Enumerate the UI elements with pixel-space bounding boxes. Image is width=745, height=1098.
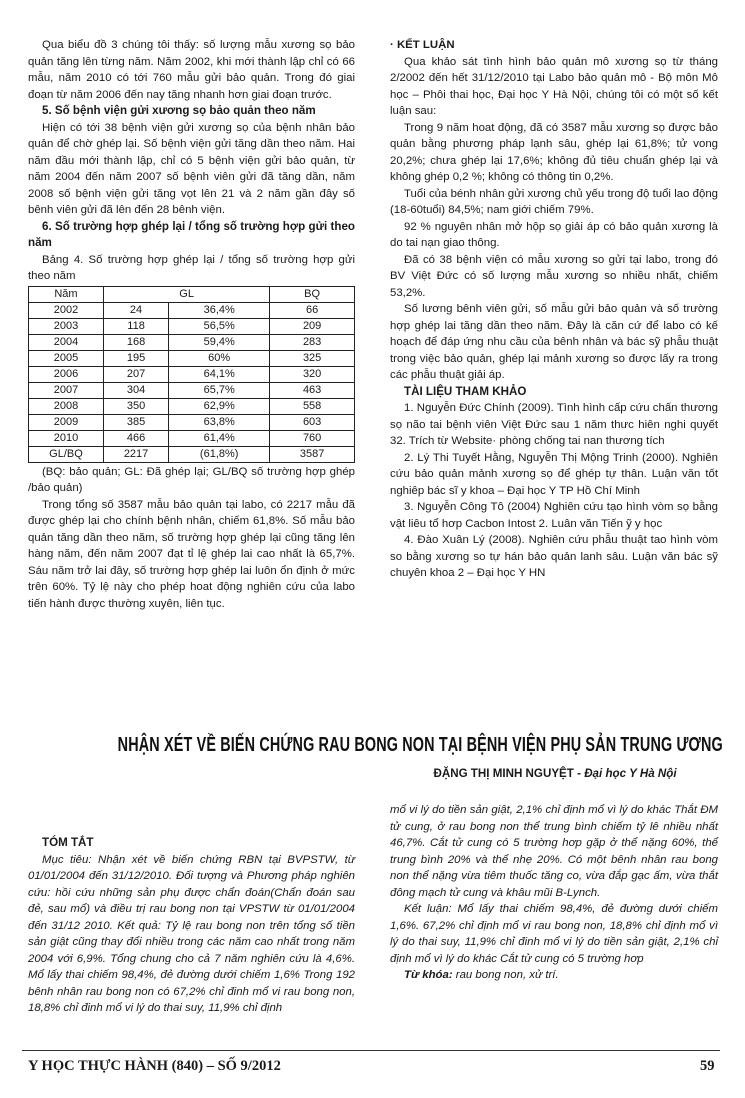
- paragraph: Số lương bênh viên gửi, số mẫu gửi bảo quản và số trường hợp ghép lai tăng dần theo năm. Đây là căn cứ để labo có kế hoạch để đáp ứng nhu cầu của bênh nhân và bác sỹ phẫu thuật trong việc bảo quản, ghép lại mảnh xương so được lấy ra trong các phẫu thuật giải áp.: [390, 303, 718, 381]
- table-cell: 2009: [29, 414, 104, 430]
- header-cell: GL: [103, 286, 269, 302]
- table-cell: 2217: [103, 446, 168, 462]
- table-cell: 2002: [29, 302, 104, 318]
- abstract-right-column: [390, 802, 718, 984]
- table-cell: 2004: [29, 334, 104, 350]
- abstract-text: mổ vi lý do tiền sản giật, 2,1% chỉ định mổ vì lý do khác Thắt ĐM tử cung, ở rau bong non thể trung bình chiếm tỷ lê nhiều nhất 46,7%. Cắt tử cung có 5 trường hơp gặp ở thể nặng 60%, thể trung bình 20% và thể nhẹ 20%. Có một bênh nhân rau bong non thể nặng vừa tiêm thuốc tăng co, vừa đắp gạc ấm, vừa thắt đông mạch tử cung và khâu mũi B-Lynch.: [390, 804, 718, 899]
- table-header-row: [29, 286, 355, 302]
- author-separator: -: [573, 767, 585, 780]
- paragraph: Qua khảo sát tình hình bảo quản mô xương sọ từ tháng 2/2002 đến hết 31/12/2010 tại Labo bảo quản mô - Bộ môn Mô học – Phôi thai học, Đại học Y Hà Nội, chúng tôi có một số kết luận sau:: [390, 55, 718, 117]
- keywords-label: Từ khóa:: [404, 969, 453, 981]
- table-cell: 207: [103, 366, 168, 382]
- table-cell: GL/BQ: [29, 446, 104, 462]
- table-cell: 66: [270, 302, 355, 318]
- affiliation: Đại học Y Hà Nội: [584, 767, 677, 780]
- table-row: [29, 430, 355, 446]
- reference-item: 4. Đào Xuân Lý (2008). Nghiên cứu phẫu thuật tao hình vòm so bằng xương so tự hán bảo quản lanh sâu. Luận văn bác sỹ chuyên khoa 2 – Đại học Y HN: [390, 534, 718, 579]
- table-row: [29, 334, 355, 350]
- table-cell: 385: [103, 414, 168, 430]
- section-heading: 5. Số bệnh viện gửi xương sọ bảo quản theo năm: [42, 104, 316, 117]
- table-cell: 320: [270, 366, 355, 382]
- table-cell: 59,4%: [169, 334, 270, 350]
- table-row: [29, 318, 355, 334]
- table-cell: 466: [103, 430, 168, 446]
- journal-footer: Y HỌC THỰC HÀNH (840) – SỐ 9/2012: [28, 1058, 281, 1074]
- table-row: [29, 398, 355, 414]
- table-cell: 2010: [29, 430, 104, 446]
- author-name: ĐẶNG THỊ MINH NGUYỆT: [433, 767, 574, 780]
- table-cell: 64,1%: [169, 366, 270, 382]
- table-cell: 603: [270, 414, 355, 430]
- article-title: [0, 734, 745, 757]
- paragraph: Đã có 38 bệnh viện có mẫu xương so gửi tại labo, trong đó BV Việt Đức có số lượng mẫu xương so nhiều nhất, chiếm 53,2%.: [390, 253, 718, 299]
- table-row: [29, 350, 355, 366]
- section-heading: 6. Số trường hợp ghép lại / tổng số trường hợp gửi theo năm: [28, 219, 355, 249]
- abstract-text: Mục tiêu: Nhận xét về biến chứng RBN tại BVPSTW, từ 01/01/2004 đến 31/12/2010. Đối tượng và Phương pháp nghiên cứu: hồi cứu những sản phụ được chẩn đoán(Chẩn đoán sau đẻ, sau mổ) và điều trị rau bong non tại VPSTW từ 01/01/2004 đến 31/12 2010. Kết quả: Tỷ lệ rau bong non trên tổng số tiền sản giật cũng thay đổi nhiều trong các năm cao nhất trong năm 2004 với 6,9%. Tổng chung cho cả 7 năm nghiên cứu là 4,6%. Mổ lấy thai chiếm 98,4%, đẻ đường dưới chiếm 1,6% Trong 192 bênh nhân rau bong non có 67,2% chỉ đinh mổ vi rau bong non, 18,8% chỉ đinh mổ vi lý do thai suy, 11,9% chỉ định: [28, 853, 355, 1014]
- reference-item: 1. Nguyễn Đức Chính (2009). Tình hình cấp cứu chấn thương sọ não tai bệnh viên Việt Đức sau 1 năm thưc hiên nghi quyết 32. Trích từ Website· phòng chống tai nan thương tích: [390, 402, 718, 447]
- summary-heading: TÓM TẮT: [42, 836, 94, 849]
- paragraph: Trong 9 năm hoat động, đã có 3587 mẫu xương sọ được bảo quản bằng phương pháp lạnh sâu, ghép lại 61,8%; tử vong 20,2%; chưa ghép lại 17,6%; không đủ tiêu chuẩn ghép lại và không ghép 0,2 %; không có thông tin 0,2%.: [390, 121, 718, 183]
- references-heading: TÀI LIỆU THAM KHẢO: [404, 384, 527, 398]
- table-cell: 2007: [29, 382, 104, 398]
- table-cell: 2005: [29, 350, 104, 366]
- right-column: [390, 37, 718, 582]
- table-cell: 36,4%: [169, 302, 270, 318]
- table-cell: 304: [103, 382, 168, 398]
- header-cell: BQ: [270, 286, 355, 302]
- table-cell: 463: [270, 382, 355, 398]
- keywords: [390, 967, 718, 984]
- keywords-text: rau bong non, xử trí.: [452, 969, 559, 981]
- table-row: [29, 414, 355, 430]
- table-row: [29, 382, 355, 398]
- paragraph: Hiện có tới 38 bệnh viện gửi xương sọ của bệnh nhân bảo quản để chờ ghép lại. Số bệnh viện gửi tăng dần theo năm. Hai năm đầu mới thành lập, chỉ có 5 bệnh viện gửi bảo quản, từ năm 2004 đến năm 2007 số bệnh viên gửi đã tăng dần, năm 2008 số bệnh viện gửi tăng vọt lên 21 và 2 năm gần đây số bênh viên gửi đã lên đến 28 bênh viện.: [28, 121, 355, 216]
- table-cell: 558: [270, 398, 355, 414]
- table-cell: (61,8%): [169, 446, 270, 462]
- header-cell: Năm: [29, 286, 104, 302]
- left-column: [28, 37, 355, 612]
- table-cell: 760: [270, 430, 355, 446]
- table-note: (BQ: bảo quản; GL: Đã ghép lại; GL/BQ số trường hợp ghép /bảo quản): [28, 465, 355, 494]
- table-cell: 56,5%: [169, 318, 270, 334]
- conclusion-heading: · KẾT LUẬN: [390, 39, 455, 51]
- table-cell: 2006: [29, 366, 104, 382]
- table-row: [29, 302, 355, 318]
- footer-rule: [22, 1050, 720, 1051]
- table-cell: 63,8%: [169, 414, 270, 430]
- table-cell: 65,7%: [169, 382, 270, 398]
- paragraph: 92 % nguyên nhân mở hộp sọ giải áp có bảo quản xương là do tai nạn giao thông.: [390, 220, 718, 249]
- table-cell: 2008: [29, 398, 104, 414]
- table-cell: 2003: [29, 318, 104, 334]
- abstract-conclusion: Kết luận: Mổ lấy thai chiếm 98,4%, đẻ đường dưới chiếm 1,6%. 67,2% chỉ định mổ vi rau bong non, 18,8% chỉ định mổ vì lý do thai suy, 11,9% chỉ đinh mổ vi lý do tiền sản giật, 2,1% chỉ định mổ vì lý do khác Cắt tử cung có 5 trường hơp: [390, 903, 718, 965]
- paragraph: Trong tổng số 3587 mẫu bảo quản tại labo, có 2217 mẫu đã được ghép lại cho chính bệnh nhân, chiếm 61,8%. Số mẫu bảo quản tăng dần theo năm, số trường hợp ghép lại cũng tăng lên hàng năm, đến năm 2007 đạt tỉ lệ ghép lai cao nhất là 65,7%. Sáu năm trở lai đây, số trường hợp ghép lai luôn ổn định ở mức trên 60%. Tỷ lệ này cho phép hoat động nghiên cứu của labo tiến hành được thường xuyên, liên tục.: [28, 498, 355, 610]
- table-caption: Bảng 4. Số trường hợp ghép lại / tổng số trường hợp gửi theo năm: [28, 253, 355, 282]
- abstract-left-column: [28, 835, 355, 1017]
- table-cell: 283: [270, 334, 355, 350]
- table-cell: 209: [270, 318, 355, 334]
- data-table: [28, 286, 355, 463]
- page-number: 59: [700, 1058, 715, 1074]
- article-title-text: NHẬN XÉT VỀ BIẾN CHỨNG RAU BONG NON TẠI BỆNH VIỆN PHỤ SẢN TRUNG ƯƠNG: [117, 734, 723, 756]
- table-row: [29, 366, 355, 382]
- table-cell: 24: [103, 302, 168, 318]
- table-cell: 3587: [270, 446, 355, 462]
- table-cell: 168: [103, 334, 168, 350]
- table-cell: 325: [270, 350, 355, 366]
- table-cell: 118: [103, 318, 168, 334]
- table-cell: 195: [103, 350, 168, 366]
- table-row: [29, 446, 355, 462]
- table-cell: 350: [103, 398, 168, 414]
- table-cell: 62,9%: [169, 398, 270, 414]
- table-cell: 60%: [169, 350, 270, 366]
- table-cell: 61,4%: [169, 430, 270, 446]
- paragraph: Qua biểu đồ 3 chúng tôi thấy: số lượng mẫu xương sọ bảo quản tăng lên từng năm. Năm 2002, khi mới thành lập chỉ có 66 mẫu, năm 2010 có tới 760 mẫu gửi bảo quản. Trong đó giai đoạn từ năm 2006 đến nay tăng nhanh hơn giai đoạn trước.: [28, 39, 355, 101]
- reference-item: 3. Nguyễn Công Tô (2004) Nghiên cứu tạo hình vòm sọ bằng vật liêu tổ hơp Cacbon Intost 2. Luân văn Tiến ỹ y học: [390, 501, 718, 530]
- reference-item: 2. Lý Thi Tuyết Hằng, Nguyễn Thị Mộng Trinh (2000). Nghiên cứu bảo quản mảnh xương sọ để ghép tự thân. Luận văn tốt nghiêp bác sĩ y khoa – Đại học Y TP Hồ Chí Minh: [390, 451, 718, 497]
- author-line: [390, 767, 720, 780]
- paragraph: Tuổi của bénh nhân gửi xương chủ yếu trong độ tuổi lao động (18-60tuổi) 84,5%; nam giới chiếm 79%.: [390, 187, 718, 216]
